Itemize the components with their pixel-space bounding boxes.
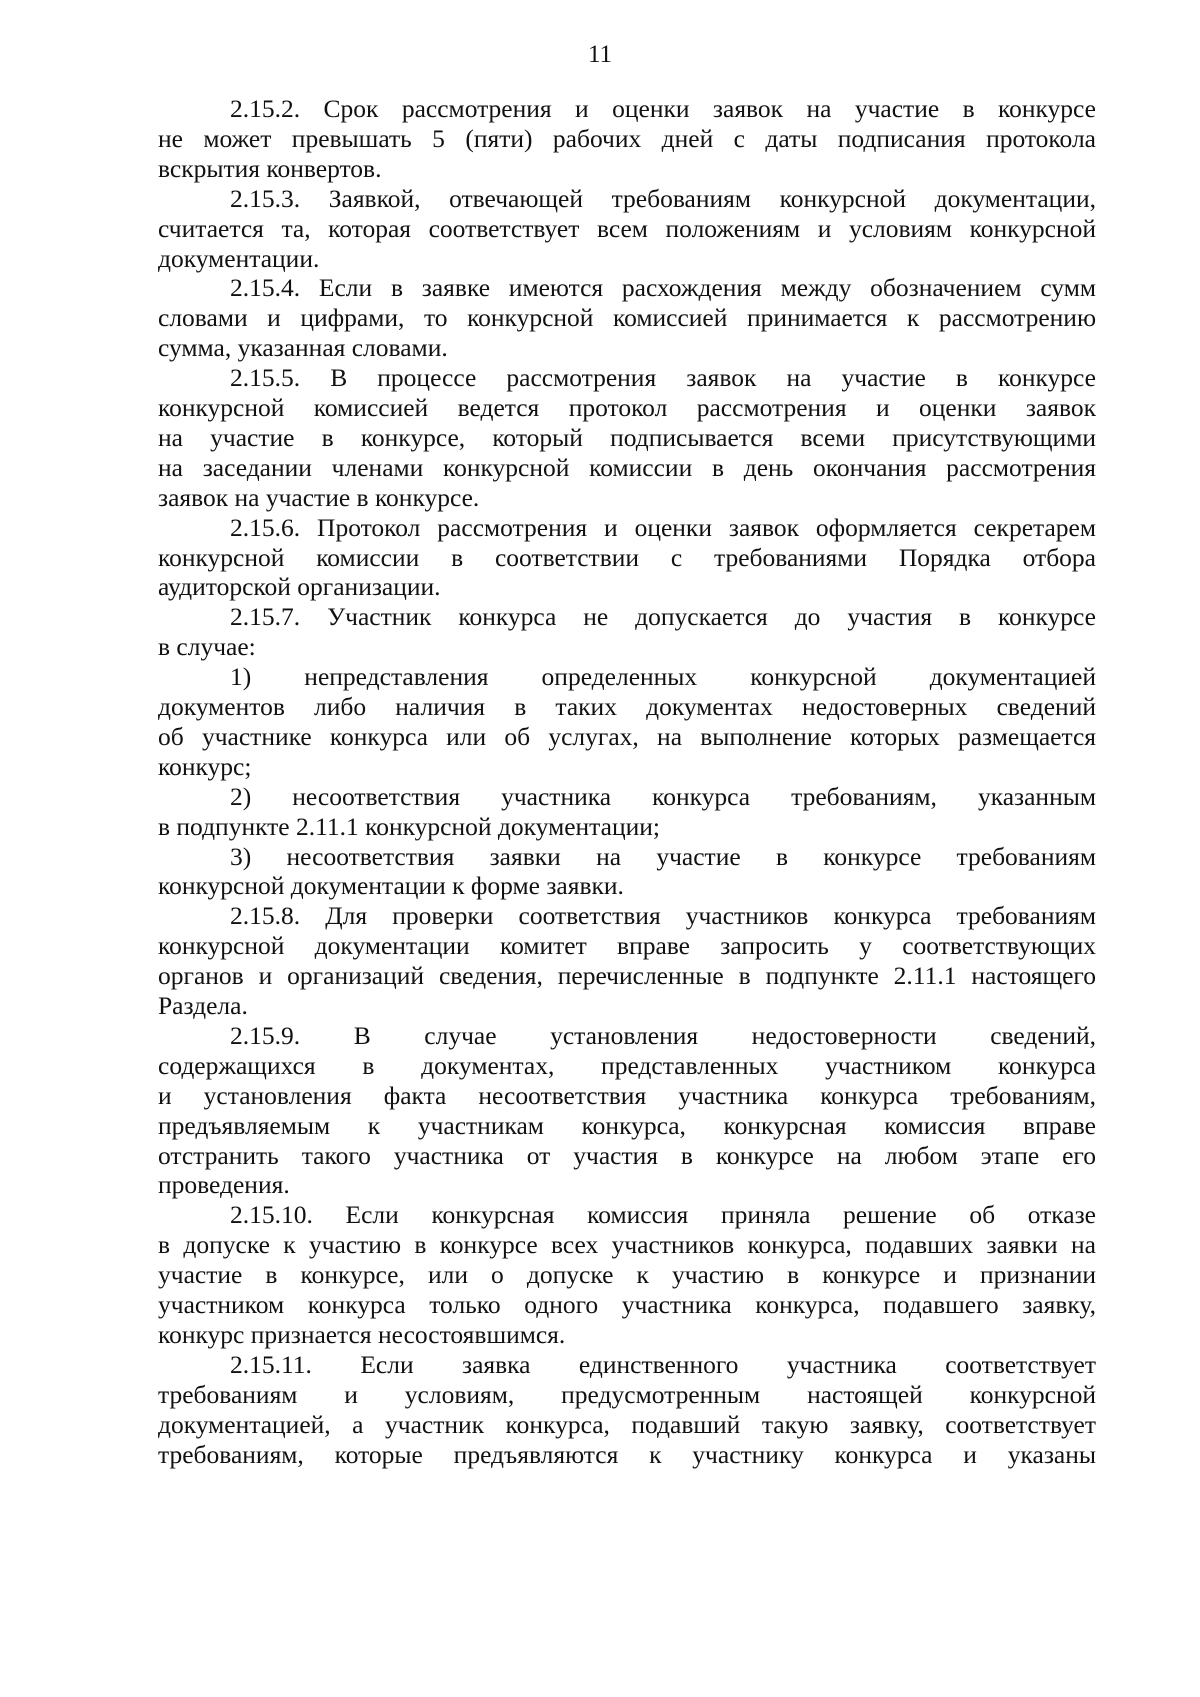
text-line: 2.15.8. Для проверки соответствия участников конкурса требованиям (230, 901, 1096, 931)
text-line: 2.15.7. Участник конкурса не допускается до участия в конкурсе (230, 602, 1096, 632)
text-line: 2.15.4. Если в заявке имеются расхождения между обозначением сумм (230, 273, 1096, 303)
text-line: в случае: (158, 632, 256, 662)
text-line: 2.15.2. Срок рассмотрения и оценки заявок на участие в конкурсе (230, 94, 1096, 123)
text-line: 2) несоответствия участника конкурса требованиям, указанным (230, 781, 1096, 811)
text-line: 2.15.9. В случае установления недостоверности сведений, (230, 1020, 1096, 1050)
text-line: 2.15.6. Протокол рассмотрения и оценки заявок оформляется секретарем (230, 512, 1096, 542)
text-line: 2.15.5. В процессе рассмотрения заявок на участие в конкурсе (230, 363, 1096, 393)
text-line: 2.15.10. Если конкурсная комиссия приняла решение об отказе (230, 1200, 1096, 1230)
text-line: 2.15.3. Заявкой, отвечающей требованиям конкурсной документации, (230, 183, 1096, 213)
text-line: 2.15.11. Если заявка единственного участника соответствует (230, 1349, 1096, 1379)
text-line: на участие в конкурсе, который подписывается всеми присутствующими (158, 422, 1096, 452)
text-line: участие в конкурсе, или о допуске к участию в конкурсе и признании (158, 1260, 1096, 1290)
text-line: конкурсной документации комитет вправе запросить у соответствующих (158, 931, 1096, 961)
text-line: участником конкурса только одного участника конкурса, подавшего заявку, (158, 1290, 1096, 1319)
text-line: проведения. (158, 1170, 290, 1200)
text-line: конкурсной комиссией ведется протокол рассмотрения и оценки заявок (158, 393, 1096, 422)
text-line: конкурсной документации к форме заявки. (158, 871, 624, 901)
text-line: на заседании членами конкурсной комиссии в день окончания рассмотрения (158, 452, 1096, 482)
text-line: документации. (158, 243, 320, 273)
text-line: документов либо наличия в таких документах недостоверных сведений (158, 692, 1096, 721)
text-line: требованиям и условиям, предусмотренным настоящей конкурсной (158, 1379, 1096, 1409)
text-line: 1) непредставления определенных конкурсной документацией (230, 662, 1096, 692)
text-line: вскрытия конвертов. (158, 153, 382, 183)
text-line: Раздела. (158, 991, 248, 1020)
text-line: 3) несоответствия заявки на участие в конкурсе требованиям (230, 841, 1096, 871)
text-line: содержащихся в документах, представленных участником конкурса (158, 1050, 1096, 1080)
text-line: конкурс признается несостоявшимся. (158, 1319, 566, 1349)
text-line: и установления факта несоответствия участника конкурса требованиям, (158, 1080, 1096, 1110)
text-line: заявок на участие в конкурсе. (158, 482, 480, 512)
text-line: сумма, указанная словами. (158, 333, 448, 363)
text-line: органов и организаций сведения, перечисленные в подпункте 2.11.1 настоящего (158, 961, 1096, 991)
page-number: 11 (587, 41, 613, 68)
text-line: конкурсной комиссии в соответствии с требованиями Порядка отбора (158, 542, 1096, 572)
text-line: аудиторской организации. (158, 572, 441, 602)
text-line: отстранить такого участника от участия в конкурсе на любом этапе его (158, 1140, 1096, 1170)
text-line: требованиям, которые предъявляются к участнику конкурса и указаны (158, 1439, 1096, 1469)
text-line: в допуске к участию в конкурсе всех участников конкурса, подавших заявки на (158, 1230, 1096, 1260)
text-line: считается та, которая соответствует всем положениям и условиям конкурсной (158, 213, 1096, 243)
text-line: словами и цифрами, то конкурсной комиссией принимается к рассмотрению (158, 303, 1096, 333)
text-line: об участнике конкурса или об услугах, на выполнение которых размещается (158, 721, 1096, 751)
text-line: конкурс; (158, 751, 252, 781)
text-line: предъявляемым к участникам конкурса, конкурсная комиссия вправе (158, 1110, 1096, 1140)
text-line: в подпункте 2.11.1 конкурсной документации; (158, 811, 660, 841)
text-line: документацией, а участник конкурса, подавший такую заявку, соответствует (158, 1409, 1096, 1439)
text-line: не может превышать 5 (пяти) рабочих дней с даты подписания протокола (158, 123, 1096, 153)
